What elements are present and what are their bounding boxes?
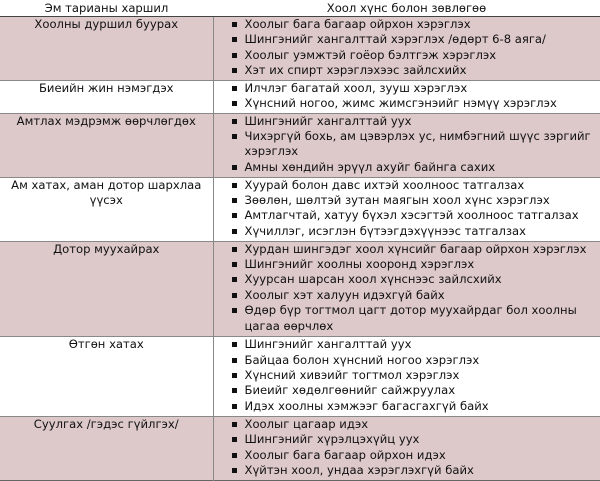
advice-list-item: Хүнсний хивэийг тогтмол хэрэглэх xyxy=(214,368,599,383)
ailment-cell: Биеийн жин нэмэгдэх xyxy=(0,81,213,114)
advice-list-item: Амтлагчтай, хатуу бүхэл хэсэгтэй хоолноос татгалзах xyxy=(214,208,599,223)
table-row xyxy=(0,337,600,417)
ailment-cell: Хоолны дуршил буурах xyxy=(0,17,213,81)
advice-cell xyxy=(213,337,600,417)
advice-list-item: Шингэнийг хангалттай уух xyxy=(214,337,599,352)
advice-list-item: Зөөлөн, шөлтэй зутан маягын хоол хүнс хэрэглэх xyxy=(214,193,599,208)
table-row xyxy=(0,177,600,241)
advice-cell xyxy=(213,17,600,81)
header-advice: Хоол хүнс болон зөвлөгөө xyxy=(213,0,600,17)
advice-list xyxy=(214,337,599,414)
advice-list-item: Өдөр бүр тогтмол цагт дотор муухайрдаг бол хоолны цагаа өөрчлөх xyxy=(214,303,599,334)
advice-list xyxy=(214,81,599,112)
advice-list-item: Хүнсний ногоо, жимс жимсгэнэийг нэмүү хэрэглэх xyxy=(214,96,599,111)
advice-list-item: Хэт их спирт хэрэглэхээс зайлсхийх xyxy=(214,63,599,78)
advice-list xyxy=(214,114,599,176)
advice-list-item: Хурдан шингэдэг хоол хүнсийг багаар ойрхон хэрэглэх xyxy=(214,242,599,257)
advice-list-item: Хоолыг хэт халуун идэхгүй байх xyxy=(214,288,599,303)
advice-list-item: Хоолыг уэмжтэй гоёор бэлтгэж хэрэглэх xyxy=(214,48,599,63)
ailment-cell: Дотор муухайрах xyxy=(0,241,213,337)
table-row xyxy=(0,81,600,114)
advice-list-item: Хуурсан шарсан хоол хүнснээс зайлсхийх xyxy=(214,272,599,287)
advice-list-item: Хоолыг цагаар идэх xyxy=(214,417,599,432)
advice-cell xyxy=(213,113,600,177)
advice-cell xyxy=(213,177,600,241)
table-body xyxy=(0,17,600,481)
advice-list xyxy=(214,17,599,79)
advice-list-item: Биеийг хөдөлгөөнийг сайжруулах xyxy=(214,383,599,398)
ailment-cell: Өтгөн хатах xyxy=(0,337,213,417)
ailment-cell: Ам хатах, аман дотор шархлаа үүсэх xyxy=(0,177,213,241)
advice-list-item: Хүйтэн хоол, ундаа хэрэглэхгүй байх xyxy=(214,463,599,478)
table-row xyxy=(0,416,600,480)
advice-list-item: Амны хөндийн эрүүл ахуйг байнга сахих xyxy=(214,160,599,175)
table-row xyxy=(0,241,600,337)
advice-cell xyxy=(213,81,600,114)
advice-list-item: Шингэнийг хүрэлцэхүйц уух xyxy=(214,432,599,447)
ailment-cell: Амтлах мэдрэмж өөрчлөгдөх xyxy=(0,113,213,177)
advice-list xyxy=(214,242,599,334)
advice-list-item: Байцаа болон хүнсний ногоо хэрэглэх xyxy=(214,353,599,368)
table-row xyxy=(0,17,600,81)
header-row xyxy=(0,0,600,17)
advice-list xyxy=(214,417,599,479)
header-ailment: Эм тарианы харшил xyxy=(0,0,213,17)
advice-list-item: Хоолыг бага багаар ойрхон хэрэглэх xyxy=(214,17,599,32)
advice-list-item: Хоолыг бага багаар ойрхон идэх xyxy=(214,448,599,463)
advice-list-item: Идэх хоолны хэмжээг багасгахгүй байх xyxy=(214,399,599,414)
advice-cell xyxy=(213,241,600,337)
advice-cell xyxy=(213,416,600,480)
advice-list-item: Илчлэг багатай хоол, зууш хэрэглэх xyxy=(214,81,599,96)
advice-list-item: Хүчиллэг, исэглэн бүтээгдэхүүнээс татгалзах xyxy=(214,224,599,239)
advice-list-item: Шингэнийг хангалттай уух xyxy=(214,114,599,129)
advice-list-item: Шингэнийг хоолны хооронд хэрэглэх xyxy=(214,257,599,272)
advice-list-item: Шингэнийг хангалттай хэрэглэх /өдөрт 6-8 аяга/ xyxy=(214,32,599,47)
table-row xyxy=(0,113,600,177)
advice-list-item: Хуурай болон давс ихтэй хоолноос татгалзах xyxy=(214,178,599,193)
advice-list-item: Чихэргүй бохь, ам цэвэрлэх ус, нимбэгний шүүс зэргийг хэрэглэх xyxy=(214,129,599,160)
advice-list xyxy=(214,178,599,240)
ailment-cell: Суулгах /гэдэс гүйлгэх/ xyxy=(0,416,213,480)
